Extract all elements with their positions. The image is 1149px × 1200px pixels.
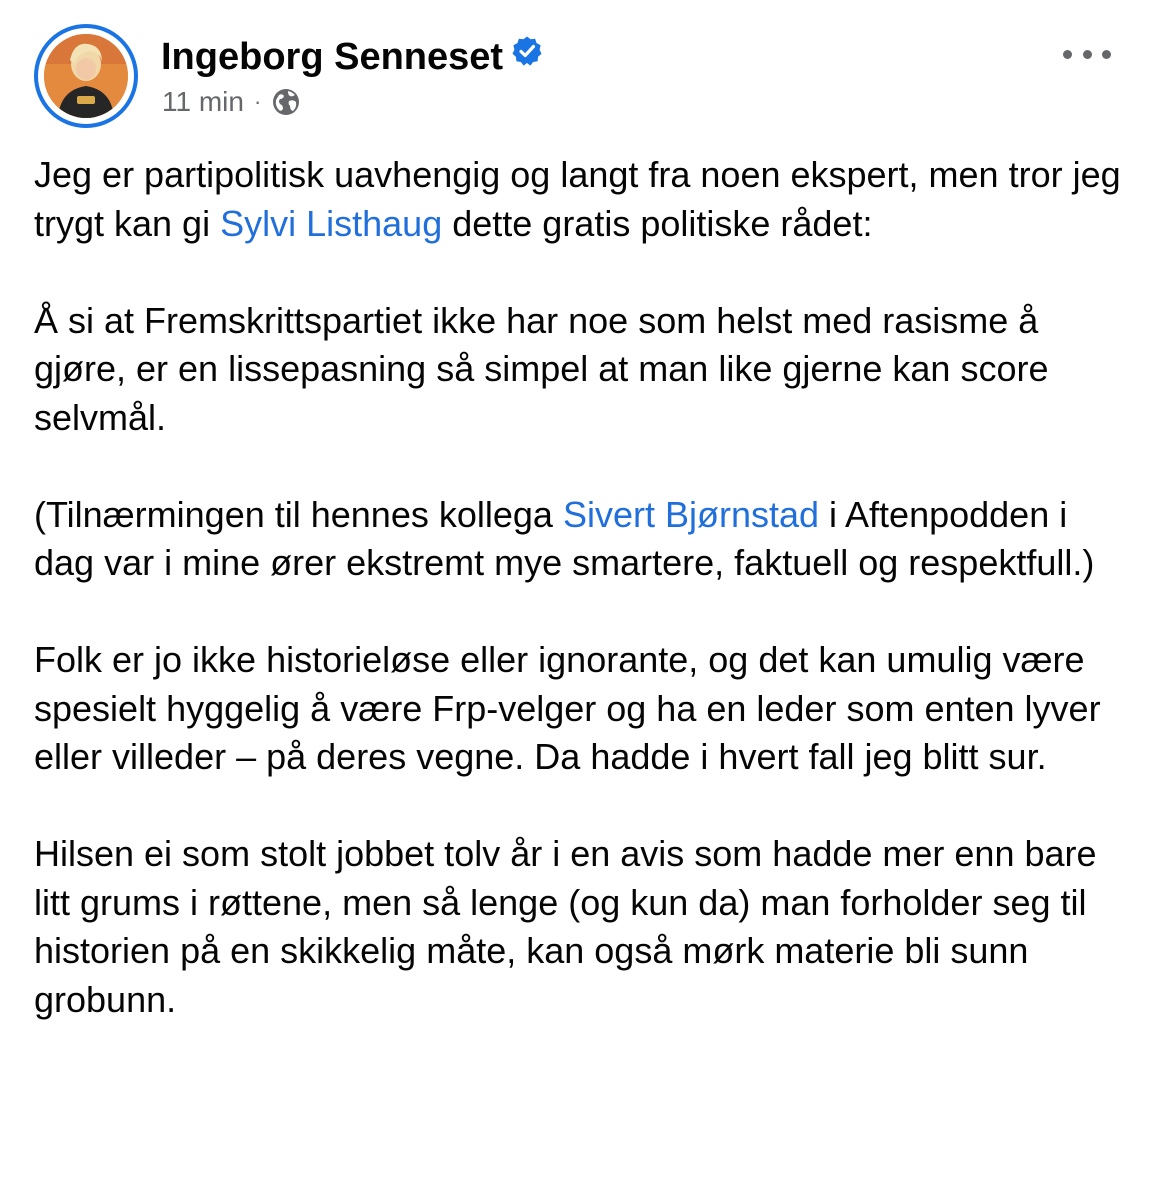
avatar[interactable] xyxy=(44,34,128,118)
post-paragraph-4: Folk er jo ikke historieløse eller ignorante, og det kan umulig være spesielt hyggelig å være Frp-velger og ha en leder som enten lyver eller villeder – på deres vegne. Da hadde i hvert fall jeg blitt sur. xyxy=(34,639,1101,777)
more-dot xyxy=(1063,50,1072,59)
author-name[interactable] xyxy=(161,36,543,79)
p1-text-after: dette gratis politiske rådet: xyxy=(442,202,873,244)
more-options-icon[interactable] xyxy=(1063,42,1111,66)
post-paragraph-3 xyxy=(34,491,1134,588)
globe-icon[interactable] xyxy=(271,87,301,117)
more-dot xyxy=(1083,50,1092,59)
meta-separator: · xyxy=(253,89,262,114)
post-paragraph-5: Hilsen ei som stolt jobbet tolv år i en avis som hadde mer enn bare litt grums i røttene, men så lenge (og kun da) man forholder seg til historien på en skikkelig måte, kan også mørk materie bli sunn grobunn. xyxy=(34,833,1097,1020)
post-time[interactable]: 11 min xyxy=(162,86,244,117)
post-meta xyxy=(162,86,301,118)
p3-text-after: i Aftenpodden i dag var i mine ører ekstremt mye smartere, faktuell og respektfull.) xyxy=(34,493,1095,583)
p3-text-before: (Tilnærmingen til hennes kollega xyxy=(34,493,563,535)
post-paragraph-2: Å si at Fremskrittspartiet ikke har noe som helst med rasisme å gjøre, er en lissepasning så simpel at man like gjerne kan score selvmål. xyxy=(34,299,1049,438)
mention-link-sivert-bjornstad[interactable]: Sivert Bjørnstad xyxy=(562,493,820,535)
mention-link-sylvi-listhaug[interactable]: Sylvi Listhaug xyxy=(220,202,443,244)
author-name-text[interactable]: Ingeborg Senneset xyxy=(161,36,504,78)
verified-badge-icon xyxy=(511,34,543,77)
more-dot xyxy=(1102,50,1111,59)
avatar-story-ring[interactable] xyxy=(34,24,138,128)
post-header xyxy=(34,24,1129,134)
post-body xyxy=(34,151,1134,1073)
profile-photo-icon xyxy=(44,34,128,118)
p1-text-before: Jeg er partipolitisk uavhengig og langt fra noen ekspert, men tror jeg trygt kan gi xyxy=(34,154,1121,244)
post-paragraph-1 xyxy=(34,151,1134,248)
